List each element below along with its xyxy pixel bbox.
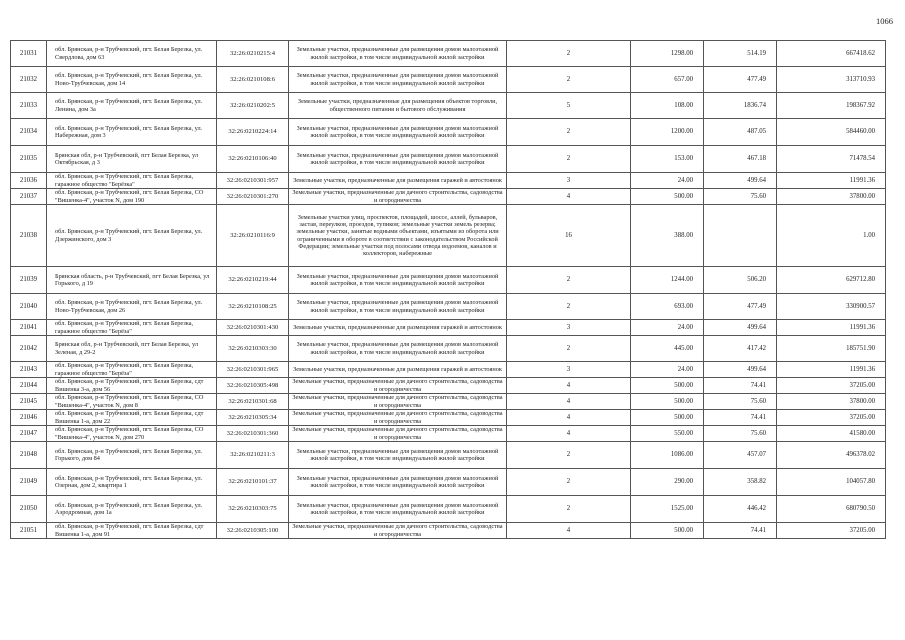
cadastral-number-cell: 32:26:0210219:44 [217,267,289,294]
row-number: 21050 [11,496,47,523]
cadastral-number-cell: 32:26:0210301:270 [217,189,289,205]
cadastral-value-cell: 584460.00 [777,119,886,146]
table-row [11,41,886,67]
category-cell: 3 [507,320,631,336]
cadastral-value-cell: 37800.00 [777,394,886,410]
row-number: 21032 [11,67,47,93]
cadastral-number-cell: 32:26:0210301:360 [217,426,289,442]
address-cell: обл. Брянская, р-н Трубчевский, пгт. Белая Березка, ул. Дзержинского, дом 3 [47,205,217,267]
table-row [11,119,886,146]
area-cell: 1244.00 [631,267,704,294]
land-use-cell: Земельные участки, предназначенные для размещения домов малоэтажной жилой застройки, в том числе индивидуальной жилой застройки [289,469,507,496]
cadastral-number-cell: 32:26:0210301:68 [217,394,289,410]
cadastral-number-cell: 32:26:0210215:4 [217,41,289,67]
specific-value-cell: 74.41 [704,523,777,539]
table-row [11,394,886,410]
area-cell: 108.00 [631,93,704,119]
table-body [11,41,886,539]
cadastral-value-cell: 629712.80 [777,267,886,294]
cadastral-number-cell: 32:26:0210301:430 [217,320,289,336]
cadastral-value-cell: 104057.80 [777,469,886,496]
address-cell: обл. Брянская, р-н Трубчевский, пгт. Белая Березка, ул. Горького, дом 84 [47,442,217,469]
row-number: 21033 [11,93,47,119]
specific-value-cell: 446.42 [704,496,777,523]
cadastral-number-cell: 32:26:0210202:5 [217,93,289,119]
cadastral-number-cell: 32:26:0210108:6 [217,67,289,93]
category-cell: 2 [507,442,631,469]
category-cell: 2 [507,119,631,146]
specific-value-cell [704,205,777,267]
cadastral-value-cell: 37205.00 [777,523,886,539]
address-cell: обл. Брянская, р-н Трубчевский, пгт. Белая Березка, СО "Вишенка-4", участок N, дом 190 [47,189,217,205]
row-number: 21036 [11,173,47,189]
cadastral-value-cell: 37205.00 [777,410,886,426]
page-number: 1066 [876,16,893,26]
cadastral-value-cell: 1.00 [777,205,886,267]
table-row [11,146,886,173]
area-cell: 500.00 [631,523,704,539]
row-number: 21041 [11,320,47,336]
category-cell: 4 [507,426,631,442]
row-number: 21045 [11,394,47,410]
land-use-cell: Земельные участки, предназначенные для размещения домов малоэтажной жилой застройки, в том числе индивидуальной жилой застройки [289,294,507,320]
specific-value-cell: 487.05 [704,119,777,146]
cadastral-number-cell: 32:26:0210108:25 [217,294,289,320]
address-cell: обл. Брянская, р-н Трубчевский, пгт. Белая Березка, ул. Ново-Трубчевская, дом 14 [47,67,217,93]
specific-value-cell: 358.82 [704,469,777,496]
land-use-cell: Земельные участки, предназначенные для размещения домов малоэтажной жилой застройки, в том числе индивидуальной жилой застройки [289,496,507,523]
cadastral-value-cell: 41580.00 [777,426,886,442]
address-cell: обл. Брянская, р-н Трубчевский, пгт. Белая Березка, ул. Свердлова, дом 63 [47,41,217,67]
address-cell: Брянская область, р-н Трубчевский, пгт Белая Березка, ул Горького, д 19 [47,267,217,294]
address-cell: обл. Брянская, р-н Трубчевский, пгт. Белая Березка, гаражное общество "Берёза" [47,320,217,336]
row-number: 21046 [11,410,47,426]
cadastral-number-cell: 32:26:0210303:30 [217,336,289,362]
land-use-cell: Земельные участки улиц, проспектов, площадей, шоссе, аллей, бульваров, застав, переулков, проездов, тупиков; земельные участки земель резерва; земельные участки, занятые водными объектами, изъятыми из оборота или ограниченными в обороте в соответствии с законодательством Российской Федерации; земельные участки под полосами отвода водоемов, каналов и коллекторов, набережные [289,205,507,267]
specific-value-cell: 514.19 [704,41,777,67]
specific-value-cell: 477.49 [704,294,777,320]
land-use-cell: Земельные участки, предназначенные для размещения домов малоэтажной жилой застройки, в том числе индивидуальной жилой застройки [289,67,507,93]
table-row [11,362,886,378]
land-use-cell: Земельные участки, предназначенные для дачного строительства, садоводства и огородничества [289,378,507,394]
area-cell: 1086.00 [631,442,704,469]
area-cell: 500.00 [631,189,704,205]
category-cell: 2 [507,67,631,93]
row-number: 21043 [11,362,47,378]
specific-value-cell: 457.07 [704,442,777,469]
cadastral-value-cell: 11991.36 [777,362,886,378]
land-use-cell: Земельные участки, предназначенные для дачного строительства, садоводства и огородничества [289,523,507,539]
land-use-cell: Земельные участки, предназначенные для размещения домов малоэтажной жилой застройки, в том числе индивидуальной жилой застройки [289,442,507,469]
cadastral-value-cell: 37205.00 [777,378,886,394]
address-cell: обл. Брянская, р-н Трубчевский, пгт. Белая Березка, СО "Вишенка-4", участок N, дом 8 [47,394,217,410]
table-row [11,205,886,267]
category-cell: 2 [507,41,631,67]
specific-value-cell: 74.41 [704,378,777,394]
category-cell: 2 [507,146,631,173]
specific-value-cell: 417.42 [704,336,777,362]
table-row [11,320,886,336]
address-cell: обл. Брянская, р-н Трубчевский, пгт. Белая Березка, СО "Вишенка-4", участок N, дом 270 [47,426,217,442]
land-use-cell: Земельные участки, предназначенные для размещения домов малоэтажной жилой застройки, в том числе индивидуальной жилой застройки [289,41,507,67]
category-cell: 2 [507,496,631,523]
cadastral-number-cell: 32:26:0210305:100 [217,523,289,539]
cadastral-number-cell: 32:26:0210301:965 [217,362,289,378]
area-cell: 500.00 [631,394,704,410]
category-cell: 16 [507,205,631,267]
row-number: 21051 [11,523,47,539]
cadastral-number-cell: 32:26:0210303:75 [217,496,289,523]
table-row [11,496,886,523]
address-cell: Брянская обл, р-н Трубчевский, пгт Белая Березка, ул Зеленая, д 29-2 [47,336,217,362]
area-cell: 445.00 [631,336,704,362]
table-row [11,67,886,93]
land-use-cell: Земельные участки, предназначенные для размещения гаражей и автостоянок [289,362,507,378]
category-cell: 2 [507,294,631,320]
cadastral-number-cell: 32:26:0210224:14 [217,119,289,146]
category-cell: 2 [507,267,631,294]
land-use-cell: Земельные участки, предназначенные для дачного строительства, садоводства и огородничества [289,426,507,442]
cadastral-number-cell: 32:26:0210116:9 [217,205,289,267]
cadastral-value-cell: 330900.57 [777,294,886,320]
specific-value-cell: 74.41 [704,410,777,426]
table-row [11,173,886,189]
category-cell: 4 [507,189,631,205]
row-number: 21034 [11,119,47,146]
address-cell: обл. Брянская, р-н Трубчевский, пгт. Белая Березка, ул. Аэродромная, дом 1а [47,496,217,523]
land-use-cell: Земельные участки, предназначенные для размещения домов малоэтажной жилой застройки, в том числе индивидуальной жилой застройки [289,267,507,294]
table-row [11,469,886,496]
row-number: 21044 [11,378,47,394]
row-number: 21042 [11,336,47,362]
table-row [11,523,886,539]
cadastral-number-cell: 32:26:0210106:40 [217,146,289,173]
specific-value-cell: 506.20 [704,267,777,294]
table-row [11,442,886,469]
area-cell: 153.00 [631,146,704,173]
cadastral-value-cell: 71478.54 [777,146,886,173]
cadastral-value-cell: 680790.50 [777,496,886,523]
category-cell: 4 [507,394,631,410]
area-cell: 388.00 [631,205,704,267]
specific-value-cell: 499.64 [704,173,777,189]
area-cell: 693.00 [631,294,704,320]
table-row [11,378,886,394]
specific-value-cell: 75.60 [704,426,777,442]
specific-value-cell: 1836.74 [704,93,777,119]
specific-value-cell: 467.18 [704,146,777,173]
category-cell: 4 [507,410,631,426]
category-cell: 2 [507,469,631,496]
address-cell: обл. Брянская, р-н Трубчевский, пгт. Белая Березка, сдт Вишенка 1-а, дом 91 [47,523,217,539]
table-row [11,93,886,119]
address-cell: обл. Брянская, р-н Трубчевский, пгт. Белая Березка, сдт Вишенка 1-а, дом 22 [47,410,217,426]
land-use-cell: Земельные участки, предназначенные для размещения гаражей и автостоянок [289,173,507,189]
area-cell: 24.00 [631,362,704,378]
table-row [11,189,886,205]
row-number: 21035 [11,146,47,173]
cadastral-number-cell: 32:26:0210305:34 [217,410,289,426]
address-cell: Брянская обл, р-н Трубчевский, пгт Белая Березка, ул Октябрьская, д 3 [47,146,217,173]
specific-value-cell: 499.64 [704,362,777,378]
row-number: 21039 [11,267,47,294]
cadastral-value-cell: 667418.62 [777,41,886,67]
specific-value-cell: 75.60 [704,394,777,410]
address-cell: обл. Брянская, р-н Трубчевский, пгт. Белая Березка, ул. Ново-Трубчевская, дом 26 [47,294,217,320]
cadastral-number-cell: 32:26:0210301:957 [217,173,289,189]
land-use-cell: Земельные участки, предназначенные для дачного строительства, садоводства и огородничества [289,394,507,410]
cadastral-value-cell: 313710.93 [777,67,886,93]
cadastral-value-cell: 11991.36 [777,173,886,189]
category-cell: 4 [507,378,631,394]
area-cell: 1200.00 [631,119,704,146]
cadastral-value-cell: 198367.92 [777,93,886,119]
land-use-cell: Земельные участки, предназначенные для дачного строительства, садоводства и огородничества [289,410,507,426]
cadastral-number-cell: 32:26:0210211:3 [217,442,289,469]
address-cell: обл. Брянская, р-н Трубчевский, пгт. Белая Березка, гаражное общество "Берёзка" [47,173,217,189]
land-use-cell: Земельные участки, предназначенные для размещения гаражей и автостоянок [289,320,507,336]
address-cell: обл. Брянская, р-н Трубчевский, пгт. Белая Березка, ул. Набережная, дом 3 [47,119,217,146]
cadastral-value-cell: 11991.36 [777,320,886,336]
land-use-cell: Земельные участки, предназначенные для размещения объектов торговли, общественного питания и бытового обслуживания [289,93,507,119]
area-cell: 1525.00 [631,496,704,523]
row-number: 21047 [11,426,47,442]
area-cell: 1298.00 [631,41,704,67]
row-number: 21048 [11,442,47,469]
address-cell: обл. Брянская, р-н Трубчевский, пгт. Белая Березка, ул. Ленина, дом 3а [47,93,217,119]
area-cell: 550.00 [631,426,704,442]
area-cell: 290.00 [631,469,704,496]
category-cell: 4 [507,523,631,539]
category-cell: 3 [507,173,631,189]
category-cell: 5 [507,93,631,119]
table-row [11,410,886,426]
cadastral-value-cell: 185751.90 [777,336,886,362]
specific-value-cell: 75.60 [704,189,777,205]
category-cell: 3 [507,362,631,378]
row-number: 21031 [11,41,47,67]
area-cell: 24.00 [631,320,704,336]
area-cell: 24.00 [631,173,704,189]
land-use-cell: Земельные участки, предназначенные для размещения домов малоэтажной жилой застройки, в том числе индивидуальной жилой застройки [289,146,507,173]
row-number: 21040 [11,294,47,320]
address-cell: обл. Брянская, р-н Трубчевский, пгт. Белая Березка, сдт Вишенка 3-а, дом 56 [47,378,217,394]
row-number: 21049 [11,469,47,496]
area-cell: 500.00 [631,410,704,426]
specific-value-cell: 477.49 [704,67,777,93]
cadastral-number-cell: 32:26:0210305:498 [217,378,289,394]
cadastral-value-cell: 496378.02 [777,442,886,469]
address-cell: обл. Брянская, р-н Трубчевский, пгт. Белая Березка, гаражное общество "Берёза" [47,362,217,378]
area-cell: 657.00 [631,67,704,93]
table-row [11,267,886,294]
cadastral-value-table [10,40,886,539]
land-use-cell: Земельные участки, предназначенные для размещения домов малоэтажной жилой застройки, в том числе индивидуальной жилой застройки [289,119,507,146]
table-row [11,426,886,442]
cadastral-value-cell: 37800.00 [777,189,886,205]
category-cell: 2 [507,336,631,362]
table-row [11,294,886,320]
row-number: 21037 [11,189,47,205]
land-use-cell: Земельные участки, предназначенные для дачного строительства, садоводства и огородничества [289,189,507,205]
specific-value-cell: 499.64 [704,320,777,336]
table-row [11,336,886,362]
cadastral-number-cell: 32:26:0210101:37 [217,469,289,496]
land-use-cell: Земельные участки, предназначенные для размещения домов малоэтажной жилой застройки, в том числе индивидуальной жилой застройки [289,336,507,362]
address-cell: обл. Брянская, р-н Трубчевский, пгт. Белая Березка, ул. Озерная, дом 2, квартира 1 [47,469,217,496]
area-cell: 500.00 [631,378,704,394]
row-number: 21038 [11,205,47,267]
